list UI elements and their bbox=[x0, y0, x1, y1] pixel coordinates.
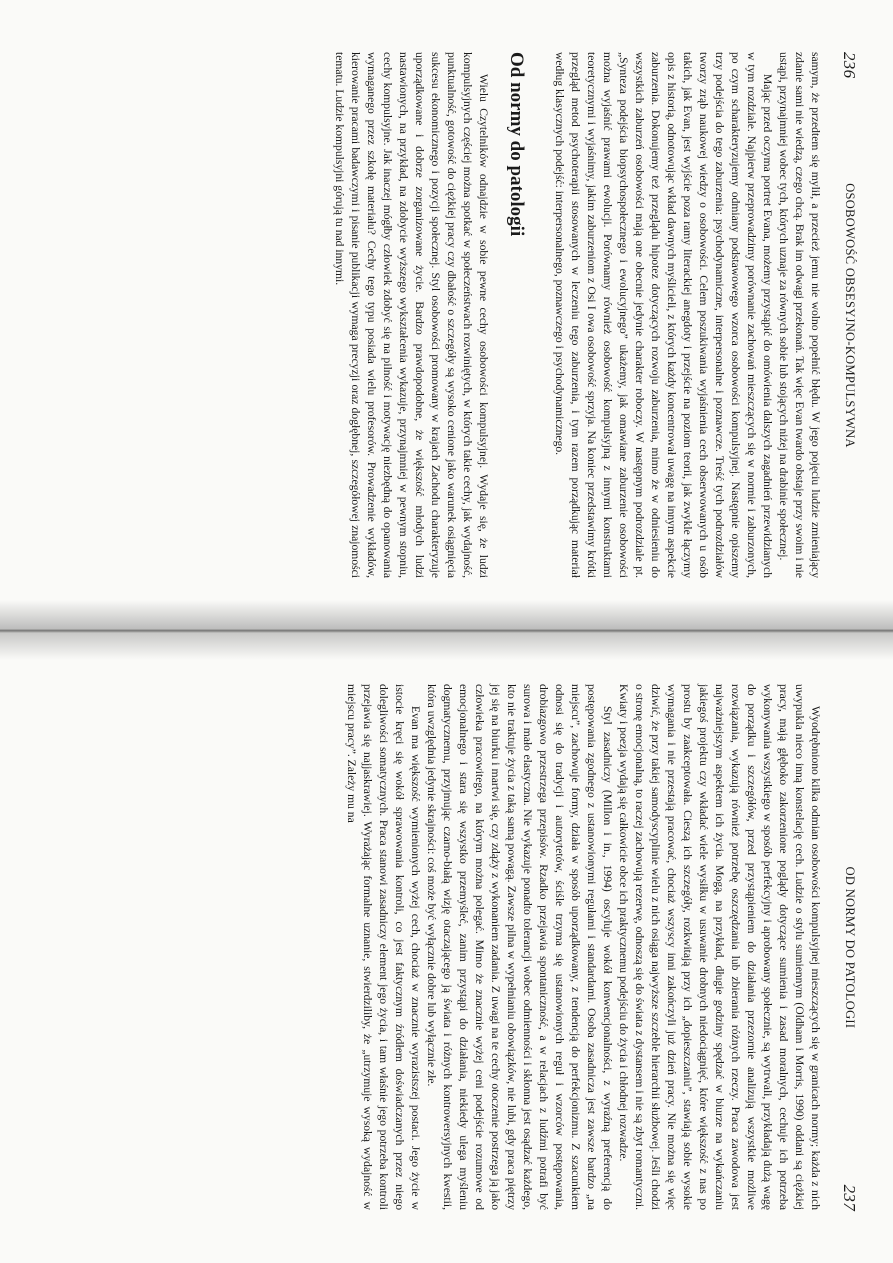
page-number: 237 bbox=[840, 1184, 859, 1211]
right-page-237 bbox=[0, 632, 893, 1263]
page-body bbox=[20, 684, 823, 1210]
page-body bbox=[20, 52, 823, 578]
page-number: 236 bbox=[840, 52, 859, 79]
paragraph: samym, że przedtem się mylił, a przecież jemu nie wolno popełnić błędu. W jego pojęciu ludzie zmieniający zdanie sami nie wiedzą, czego chcą. Brak im odwagi przekonań. Tak więc Evan twardo obstaje przy swoim i nie ustąpi, przynajmniej wobec tych, których uznaje za równych sobie lub stojących niżej na drabinie społecznej. bbox=[777, 52, 822, 578]
section-title: Od normy do patologii bbox=[506, 52, 528, 237]
paragraph: Mając przed oczyma portret Evana, możemy przystąpić do omówienia dalszych zagadnień przewidzianych w tym rozdziale. Najpierw przeprowadzimy porównanie zachowań mieszczących się w normie i zaburzonych, po czym scharakteryzujemy odmiany podstawowego wzorca osobowości kompulsyjnej. Następnie opiszemy trzy podejścia do tego zaburzenia: psychodynamiczne, interpersonalne i poznawcze. Treść tych podrozdziałów tworzy zrąb naukowej wiedzy o osobowości. Celem poszukiwania wyjaśnienia cech obserwowanych u osób takich, jak Evan, jest wyjście poza ramy literackiej anegdoty i przejście na poziom teorii, jak zwykle łączymy opis z historią, odnotowując wkład dawnych myślicieli, z których każdy koncentrował uwagę na innym aspekcie zaburzenia. Dokonujemy też przeglądu hipotez dotyczących rozwoju zaburzenia, mimo że w odniesieniu do wszystkich zaburzeń osobowości mają one obecnie jedynie charakter roboczy. W następnym podrozdziale pt. „Synteza podejścia biopsychospołecznego i ewolucyjnego” ukażemy, jak omawiane zaburzenie osobowości można wyjaśnić prawami ewolucji. Porównamy również osobowość kompulsyjną z innymi konstruktami teoretycznymi i wyjaśnimy, jakim zaburzeniom z Osi I owa osobowość sprzyja. Na koniec przedstawimy krótki przegląd metod psychoterapii stosowanych w leczeniu tego zaburzenia, i tym razem porządkując materiał według klasycznych podejść: interpersonalnego, poznawczego i psychodynamicznego. bbox=[553, 52, 775, 578]
running-head: OSOBOWOŚĆ OBSESYJNO-KOMPULSYWNA bbox=[843, 183, 857, 448]
page-header bbox=[837, 52, 859, 579]
running-head: OD NORMY DO PATOLOGII bbox=[843, 866, 857, 1029]
left-page-236 bbox=[0, 0, 893, 631]
paragraph: Evan ma większość wymienionych wyżej cech, chociaż w znacznie wyrazistszej postaci. Jego życie w istocie kręci się wokół sprawowania kontroli, co jest faktycznym źródłem doświadczanych przez niego dolegliwości somatycznych. Praca stanowi zasadniczy element jego życia, i tam właśnie jego potrzeba kontroli przejawia się najjaskrawiej. Wyrażając formalne uznanie, stwierdziliby, że „utrzymuje wysoką wydajność w miejscu pracy”. Zależy mu na bbox=[345, 684, 423, 1210]
paragraph: Wielu Czytelników odnajdzie w sobie pewne cechy osobowości kompulsyjnej. Wydaje się, że ludzi kompulsyjnych częściej można spotkać w społeczeństwach rozwiniętych, w których takie cechy, jak wydajność, punktualność, gotowość do ciężkiej pracy czy dbałość o szczegóły są wysoko cenione jako warunek osiągnięcia sukcesu ekonomicznego i pozycji społecznej. Styl osobowości promowany w krajach Zachodu charakteryzuje uporządkowane i dobrze zorganizowane życie. Bardzo prawdopodobne, że większość młodych ludzi nastawionych, na przykład, na zdobycie wyższego wykształcenia wykazuje, przynajmniej w pewnym stopniu, cechy kompulsyjne. Jak inaczej mógłby człowiek zdobyć się na pilność i motywację niezbędną do opanowania wymaganego przez szkołę materiału? Cechy tego typu posiada wielu profesorów. Prowadzenie wykładów, kierowanie pracami badawczymi i pisanie publikacji wymaga precyzji oraz dogłębnej, szczegółowej znajomości tematu. Ludzie kompulsyjni górują tu nad innymi. bbox=[333, 52, 491, 578]
page-header bbox=[837, 684, 859, 1211]
rotated-page-content bbox=[0, 632, 893, 1263]
paragraph: Styl zasadniczy (Millon i in., 1994) oscyluje wokół konwencjonalności, z wyraźną preferencją do postępowania zgodnego z ustanowionymi regułami i standardami. Osoba zasadnicza jest zawsze bardzo „na miejscu”, zachowuje formy, działa w sposób uporządkowany, z tendencją do perfekcjonizmu. Z szacunkiem odnosi się do tradycji i autorytetów, ściśle trzyma się ustanowionych reguł i wzorców postępowania, drobiazgowo przestrzega przepisów. Rzadko przejawia spontaniczność, a w relacjach z ludźmi potrafi być surowa i mało elastyczna. Nie wykazuje ponadto tolerancji wobec odmienności i skłonna jest osądzać każdego, kto nie traktuje życia z taką samą powagą. Zawsze pilna w wypełnianiu obowiązków, nie lubi, gdy praca piętrzy jej się na biurku i martwi się, czy zdąży z wykonaniem zadania. Z uwagi na te cechy otoczenie postrzega ją jako człowieka pracowitego, na którym można polegać. Mimo że znacznie wyżej ceni podejście rozumowe od emocjonalnego i stara się wszystko przemyśleć, zanim przystąpi do działania, niekiedy ulega myśleniu dogmatycznemu, przyjmując czarno-białą wizję otaczającego ją świata i różnych kontrowersyjnych kwestii, która uwzględnia jedynie skrajności: coś może być wyłącznie dobre lub wyłącznie złe. bbox=[425, 684, 615, 1210]
rotated-page-content bbox=[0, 0, 893, 631]
paragraph: Wyodrębniono kilka odmian osobowości kompulsyjnej mieszczących się w granicach normy; każda z nich uwypukla nieco inną konstelację cech. Ludzie o stylu sumiennym (Oldham i Morris, 1990) oddani są ciężkiej pracy, mają głęboko zakorzenione poglądy dotyczące sumienia i zasad moralnych, cechuje ich potrzeba wykonywania wszystkiego w sposób perfekcyjny i aprobowany społecznie, są wytrwali, przykładają dużą wagę do porządku i szczegółów, przed przystąpieniem do działania przezornie analizują wszystkie możliwe rozwiązania, wykazują również potrzebę oszczędzania lub zbierania różnych rzeczy. Praca zawodowa jest najważniejszym aspektem ich życia. Mogą, na przykład, długie godziny spędzać w biurze na wykańczaniu jakiegoś projektu czy wkładać wiele wysiłku w usuwanie drobnych niedociągnięć, które większość z nas po prostu by zaakceptowała. Cieszą ich szczegóły, rozkwitają przy ich „dopieszczaniu”, stawiają sobie wysokie wymagania i nie przestają pracować, chociaż wszyscy inni zakończyli już dzień pracy. Nie można się więc dziwić, że przy takiej samodyscyplinie wielu z nich osiąga najwyższe szczeble hierarchii służbowej. Jeśli chodzi o stronę emocjonalną, to raczej zachowują rezerwę, odnoszą się do świata z dystansem i nie są zbyt romantyczni. Kwiaty i poezja wydają się całkowicie obce ich praktycznemu podejściu do życia i chłodnej rozwadze. bbox=[617, 684, 822, 1210]
